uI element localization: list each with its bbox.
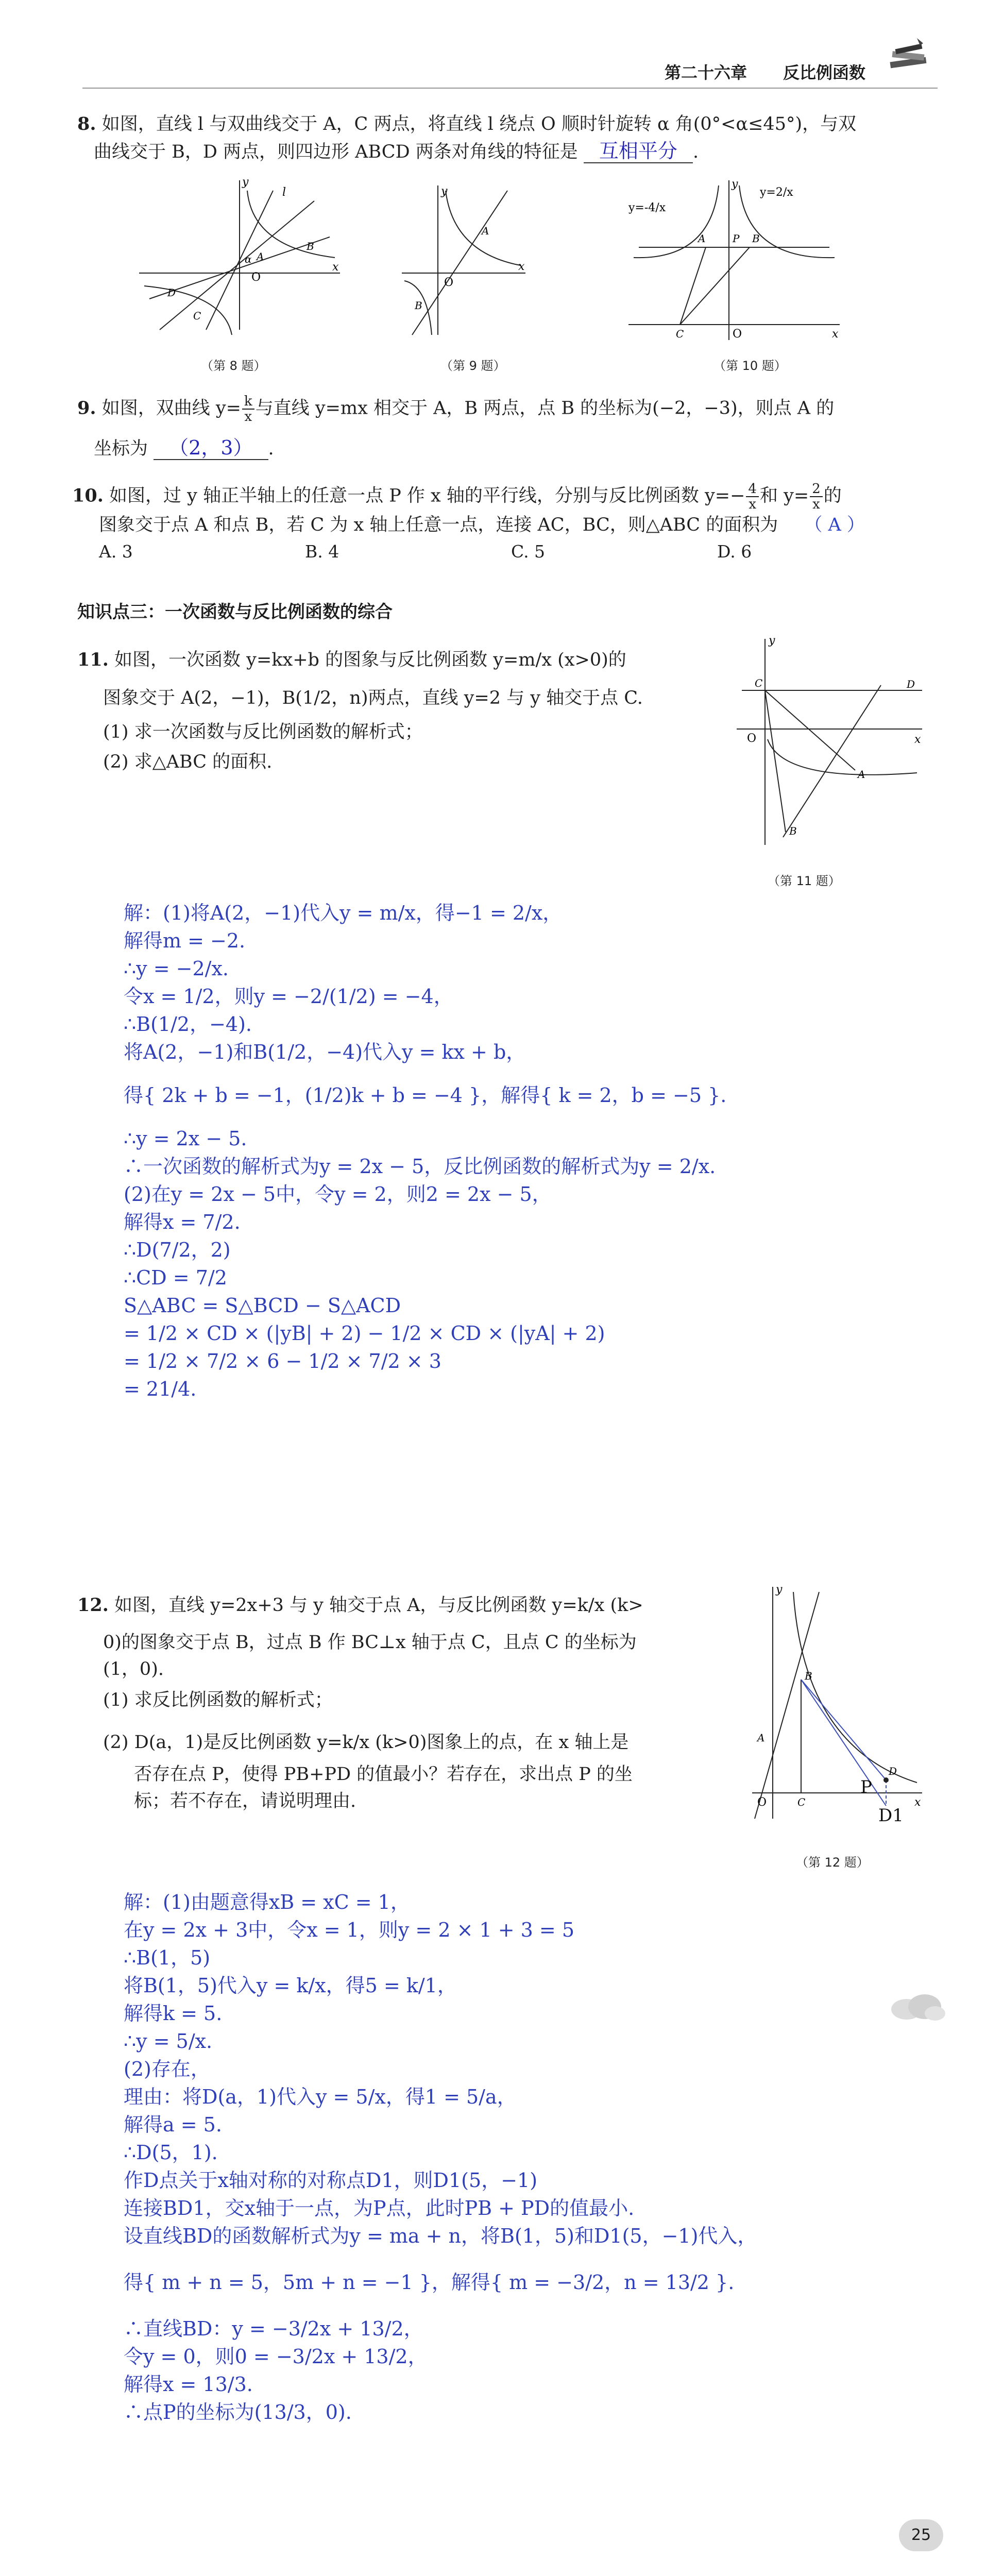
solution-line: ∴直线BD：y = −3/2x + 13/2， xyxy=(124,2317,423,2340)
solution-line: ∴点P的坐标为(13/3，0). xyxy=(124,2401,352,2424)
svg-text:x: x xyxy=(832,328,839,341)
q11-solution xyxy=(124,899,927,1403)
svg-text:A: A xyxy=(698,232,706,245)
solution-line: 设直线BD的函数解析式为y = ma + n，将B(1，5)和D1(5，−1)代入， xyxy=(124,2225,757,2247)
answer-choice: （ A ） xyxy=(804,515,865,535)
sub-question-2: (2) D(a，1)是反比例函数 y=k/x (k>0)图象上的点，在 x 轴上是 xyxy=(103,1732,629,1753)
figure-9-caption: （第 9 题） xyxy=(440,359,506,373)
question-text: 与直线 y=mx 相交于 A，B 两点，点 B 的坐标为(−2，−3)，则点 A 的 xyxy=(255,398,835,419)
svg-text:x: x xyxy=(332,261,339,274)
svg-text:B: B xyxy=(752,232,760,245)
svg-text:C: C xyxy=(797,1796,806,1808)
section-3-title: 知识点三：一次函数与反比例函数的综合 xyxy=(77,602,393,622)
answer-blank: （2，3） xyxy=(154,436,268,460)
svg-text:B: B xyxy=(789,825,797,837)
point-p-annotation: P xyxy=(860,1777,872,1798)
solution-line: 作D点关于x轴对称的对称点D1，则D1(5，−1) xyxy=(124,2169,538,2192)
svg-text:A: A xyxy=(858,768,865,781)
svg-text:A: A xyxy=(257,250,264,263)
punct: . xyxy=(268,438,274,459)
question-12 xyxy=(77,1592,721,1815)
solution-line: ∴y = 5/x. xyxy=(124,2030,213,2053)
question-10 xyxy=(72,482,958,565)
q12-solution xyxy=(124,1888,927,2426)
question-text: 如图，一次函数 y=kx+b 的图象与反比例函数 y=m/x (x>0)的 xyxy=(114,650,626,670)
option-d: D. 6 xyxy=(717,541,752,562)
svg-text:y: y xyxy=(441,185,448,198)
solution-line: 将A(2，−1)和B(1/2，−4)代入y = kx + b， xyxy=(124,1041,526,1063)
punct: . xyxy=(692,142,699,162)
page-number: 25 xyxy=(899,2519,943,2551)
question-number: 12. xyxy=(77,1595,109,1616)
solution-line: (2)在y = 2x − 5中，令y = 2，则2 = 2x − 5， xyxy=(124,1183,552,1206)
solution-line: 得{ m + n = 5，5m + n = −1 }，解得{ m = −3/2，n = 13/2 }. xyxy=(124,2271,735,2294)
svg-text:y: y xyxy=(732,178,738,191)
question-text: 如图，双曲线 y= xyxy=(101,398,241,419)
figure-8 xyxy=(129,170,345,340)
sub-question-2: 否存在点 P，使得 PB+PD 的值最小？若存在，求出点 P 的坐 xyxy=(134,1764,633,1785)
question-text: 如图，直线 l 与双曲线交于 A，C 两点，将直线 l 绕点 O 顺时针旋转 α 角(0°<α≤45°)，与双 xyxy=(101,114,857,134)
figure-10 xyxy=(618,170,845,345)
sub-question-2: 标；若不存在，请说明理由. xyxy=(134,1791,356,1811)
solution-line: ∴B(1，5) xyxy=(124,1946,211,1969)
question-text: 如图，过 y 轴正半轴上的任意一点 P 作 x 轴的平行线，分别与反比例函数 y=− xyxy=(109,485,745,506)
svg-text:α: α xyxy=(245,253,252,265)
svg-text:C: C xyxy=(755,677,763,689)
question-11 xyxy=(77,647,721,775)
svg-text:P: P xyxy=(733,232,740,245)
solution-line: 令x = 1/2，则y = −2/(1/2) = −4， xyxy=(124,985,453,1008)
solution-line: ∴D(5，1). xyxy=(124,2141,218,2164)
svg-text:y: y xyxy=(242,176,249,189)
solution-line: ∴y = −2/x. xyxy=(124,957,229,980)
fraction xyxy=(746,482,759,512)
solution-line: ∴一次函数的解析式为y = 2x − 5，反比例函数的解析式为y = 2/x. xyxy=(124,1155,716,1178)
frac-den: x xyxy=(812,497,820,512)
svg-text:O: O xyxy=(757,1796,767,1809)
figure-11 xyxy=(721,629,927,855)
fig10-right-label: y=2/x xyxy=(760,186,793,199)
question-8 xyxy=(77,111,953,165)
option-a: A. 3 xyxy=(99,541,133,562)
svg-text:x: x xyxy=(518,260,525,273)
svg-text:O: O xyxy=(444,276,454,289)
fraction xyxy=(810,482,823,512)
frac-num: 4 xyxy=(746,482,759,497)
svg-text:D: D xyxy=(907,678,915,690)
svg-text:A: A xyxy=(482,225,489,237)
svg-text:O: O xyxy=(747,732,757,745)
solution-line: 得{ 2k + b = −1，(1/2)k + b = −4 }，解得{ k = 2，b = −5 }. xyxy=(124,1084,727,1107)
svg-text:C: C xyxy=(193,310,201,322)
frac-num: 2 xyxy=(810,482,823,497)
figure-12-caption: （第 12 题） xyxy=(796,1855,869,1870)
svg-text:A: A xyxy=(757,1732,765,1744)
figure-11-caption: （第 11 题） xyxy=(768,874,841,888)
question-text: 坐标为 xyxy=(94,438,148,459)
question-text: 曲线交于 B，D 两点，则四边形 ABCD 两条对角线的特征是 xyxy=(94,142,578,162)
frac-den: x xyxy=(244,409,252,425)
sub-question-2: (2) 求△ABC 的面积. xyxy=(103,752,273,772)
answer-blank: 互相平分 xyxy=(584,140,693,163)
option-c: C. 5 xyxy=(511,541,546,562)
question-text: 和 y= xyxy=(759,485,809,506)
solution-line: 解：(1)由题意得xB = xC = 1， xyxy=(124,1891,410,1913)
solution-line: = 1/2 × 7/2 × 6 − 1/2 × 7/2 × 3 xyxy=(124,1350,441,1372)
frac-den: x xyxy=(749,497,757,512)
solution-line: 令y = 0，则0 = −3/2x + 13/2， xyxy=(124,2345,428,2368)
svg-text:D: D xyxy=(889,1765,897,1777)
solution-line: = 1/2 × CD × (|yB| + 2) − 1/2 × CD × (|yA| + 2) xyxy=(124,1322,605,1345)
solution-line: 在y = 2x + 3中，令x = 1，则y = 2 × 1 + 3 = 5 xyxy=(124,1919,575,1941)
solution-line: ∴B(1/2，−4). xyxy=(124,1013,252,1036)
frac-num: k xyxy=(242,394,254,410)
books-icon xyxy=(886,35,932,81)
question-text: 0)的图象交于点 B，过点 B 作 BC⊥x 轴于点 C，且点 C 的坐标为 xyxy=(103,1632,637,1653)
solution-line: 解得a = 5. xyxy=(124,2113,222,2136)
solution-line: 连接BD1，交x轴于一点，为P点，此时PB + PD的值最小. xyxy=(124,2197,635,2219)
question-text: 图象交于点 A 和点 B，若 C 为 x 轴上任意一点，连接 AC，BC，则△ABC 的面积为 xyxy=(99,515,778,535)
question-number: 11. xyxy=(77,649,109,670)
svg-text:y: y xyxy=(769,634,775,647)
svg-text:C: C xyxy=(676,328,684,340)
figure-12 xyxy=(742,1577,927,1834)
question-text: 的 xyxy=(823,485,842,506)
cloud-decoration-icon xyxy=(886,1989,948,2025)
svg-text:O: O xyxy=(733,328,742,341)
solution-line: 理由：将D(a，1)代入y = 5/x，得1 = 5/a， xyxy=(124,2086,517,2108)
sub-question-1: (1) 求反比例函数的解析式； xyxy=(103,1690,333,1710)
solution-line: = 21/4. xyxy=(124,1378,197,1400)
solution-line: ∴CD = 7/2 xyxy=(124,1266,227,1289)
svg-text:D: D xyxy=(167,286,176,299)
question-text: 图象交于 A(2，−1)，B(1/2，n)两点，直线 y=2 与 y 轴交于点 C. xyxy=(103,688,643,708)
question-9 xyxy=(77,394,953,462)
figure-9 xyxy=(397,180,531,340)
svg-text:B: B xyxy=(307,240,314,252)
solution-line: 解得x = 7/2. xyxy=(124,1211,241,1233)
page-header xyxy=(665,56,938,87)
svg-text:x: x xyxy=(914,733,921,746)
figure-8-caption: （第 8 题） xyxy=(201,359,266,373)
solution-line: (2)存在， xyxy=(124,2058,210,2080)
figure-10-caption: （第 10 题） xyxy=(713,359,787,373)
svg-text:B: B xyxy=(805,1670,812,1682)
question-number: 8. xyxy=(77,113,96,134)
question-number: 10. xyxy=(72,485,104,506)
question-text: 如图，直线 y=2x+3 与 y 轴交于点 A，与反比例函数 y=k/x (k> xyxy=(114,1595,643,1616)
question-text: (1，0). xyxy=(103,1659,164,1680)
solution-line: 解：(1)将A(2，−1)代入y = m/x，得−1 = 2/x， xyxy=(124,902,563,924)
solution-line: 解得x = 13/3. xyxy=(124,2373,253,2396)
chapter-title: 反比例函数 xyxy=(783,63,866,82)
solution-line: 解得m = −2. xyxy=(124,929,246,952)
solution-line: ∴y = 2x − 5. xyxy=(124,1127,247,1150)
solution-line: 解得k = 5. xyxy=(124,2002,223,2025)
option-b: B. 4 xyxy=(305,541,339,562)
solution-line: 将B(1，5)代入y = k/x，得5 = k/1， xyxy=(124,1974,457,1997)
svg-text:x: x xyxy=(914,1796,921,1809)
fraction xyxy=(242,394,254,424)
svg-text:B: B xyxy=(415,299,422,312)
sub-question-1: (1) 求一次函数与反比例函数的解析式； xyxy=(103,722,423,742)
solution-line: S△ABC = S△BCD − S△ACD xyxy=(124,1294,401,1317)
fig10-left-label: y=-4/x xyxy=(628,201,666,214)
header-rule xyxy=(82,88,938,89)
svg-text:l: l xyxy=(282,186,286,199)
solution-line: ∴D(7/2，2) xyxy=(124,1239,231,1261)
point-d1-annotation: D1 xyxy=(878,1805,904,1826)
svg-text:y: y xyxy=(776,1583,783,1596)
svg-text:O: O xyxy=(251,271,261,284)
chapter-label: 第二十六章 xyxy=(665,63,747,82)
question-number: 9. xyxy=(77,397,96,419)
